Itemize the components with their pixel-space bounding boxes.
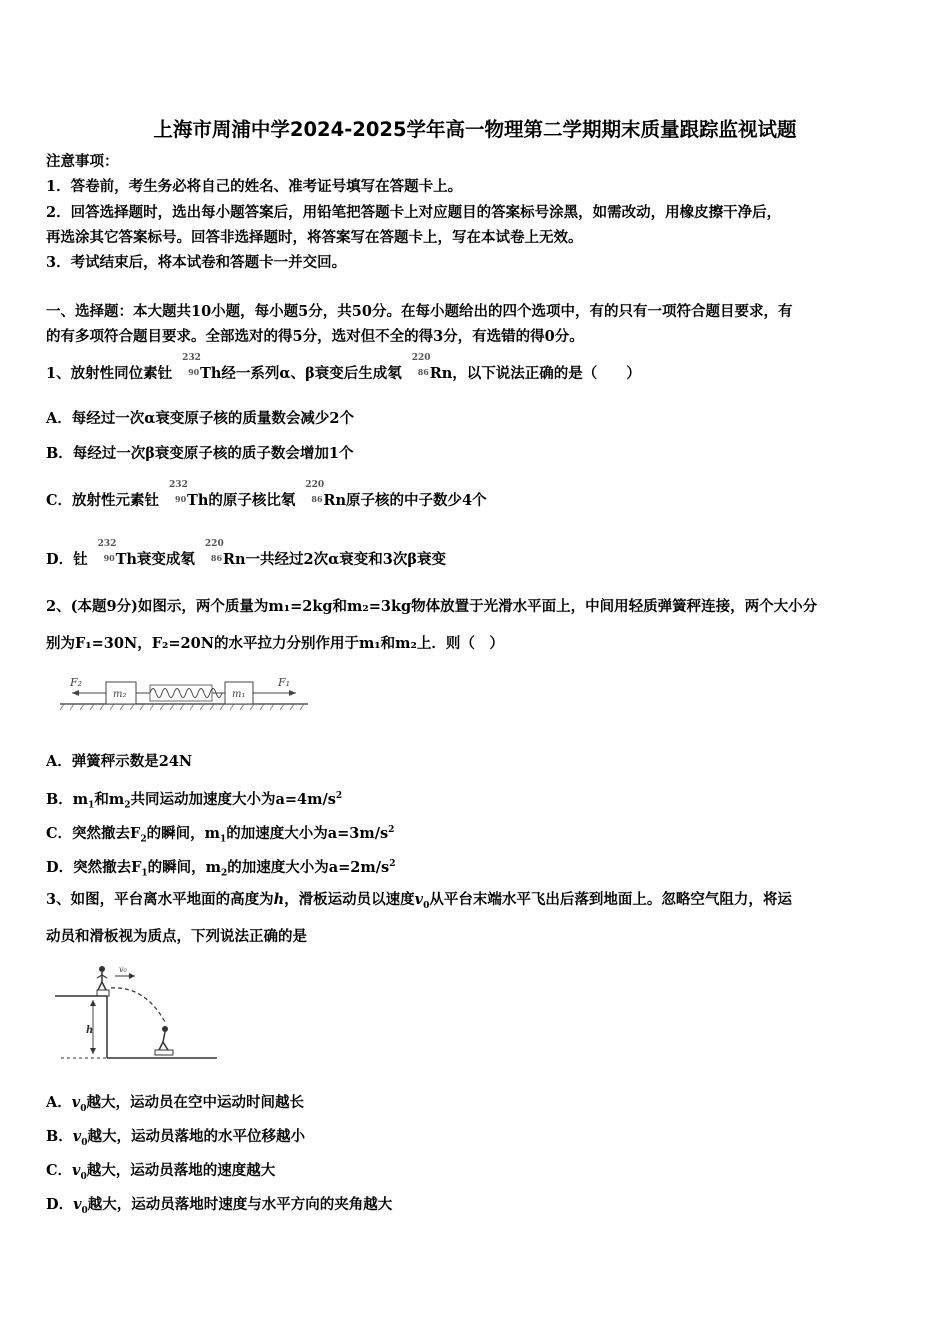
q2c-text-3: 的加速度大小为a=3m/s: [226, 824, 389, 842]
q2c-sub-f: 2: [140, 834, 147, 845]
q1-option-a: A．每经过一次α衰变原子核的质量数会减少2个: [46, 410, 354, 427]
q3c-sub: 0: [80, 1171, 87, 1182]
q2-stem-line1: 2、(本题9分)如图示，两个质量为m₁=2kg和m₂=3kg物体放置于光滑水平面上，中间用轻质弹簧秤连接，两个大小分: [46, 598, 818, 615]
q2d-sup: 2: [389, 859, 396, 869]
diagram-label-v0: v₀: [119, 965, 127, 974]
page-title: 上海市周浦中学2024-2025学年高一物理第二学期期末质量跟踪监视试题: [153, 118, 797, 141]
mass-number: 232: [97, 539, 117, 549]
q3-text-3: 从平台末端水平飞出后落到地面上。忽略空气阻力，将运: [429, 891, 792, 908]
atomic-number: 86: [311, 494, 323, 504]
q2-option-a: A．弹簧秤示数是24N: [46, 753, 193, 770]
q3a-label: A．: [46, 1094, 72, 1111]
q3-skater-diagram: [55, 962, 220, 1062]
q1-text-a: 1、放射性同位素钍: [46, 365, 173, 382]
q1-option-c-text-a: C．放射性元素钍: [46, 492, 160, 509]
q3a-text: 越大，运动员在空中运动时间越长: [86, 1094, 304, 1111]
atomic-number: 86: [417, 367, 429, 377]
mass-number: 220: [204, 539, 224, 549]
q2c-sup: 2: [388, 825, 395, 835]
q1-text-b: Th经一系列α、β衰变后生成氡: [200, 365, 402, 382]
q2b-text-1: B．m: [46, 790, 89, 808]
q1-option-d-text-b: Th衰变成氡: [115, 551, 195, 568]
diagram-label-h: h: [86, 1025, 94, 1036]
mass-number: 232: [169, 480, 188, 490]
q2-option-c: [46, 820, 394, 850]
q3-var-h: h: [273, 891, 285, 908]
q2c-text-1: C．突然撤去F: [46, 824, 141, 842]
q1-option-d-text-c: Rn一共经过2次α衰变和3次β衰变: [222, 551, 446, 568]
q1-option-c-text-b: Th的原子核比氡: [187, 492, 296, 509]
q3-option-c: [46, 1161, 275, 1187]
diagram-label-m2: m₂: [113, 689, 127, 700]
q1-option-d: [46, 539, 446, 570]
q2d-sub-f: 1: [141, 868, 148, 879]
q2-option-d: [46, 854, 395, 884]
section-intro-line2: 的有多项符合题目要求。全部选对的得5分，选对但不全的得3分，有选错的得0分。: [46, 328, 584, 345]
q2d-text-1: D．突然撤去F: [46, 858, 142, 876]
question-1-stem: [46, 353, 641, 384]
q3c-text: 越大，运动员落地的速度越大: [86, 1162, 276, 1179]
q2c-text-2: 的瞬间，m: [146, 824, 220, 842]
q3-stem-line1: [46, 890, 792, 916]
q1-option-d-text-a: D．钍: [46, 551, 88, 568]
q1c-nuclide-th: [159, 480, 188, 511]
q3-sub-0: 0: [423, 900, 430, 911]
q2-option-b: [46, 786, 342, 816]
q3b-sub: 0: [81, 1137, 88, 1148]
q3a-var: v: [71, 1094, 81, 1111]
mass-number: 232: [182, 353, 201, 363]
notice-item-2: 2．回答选择题时，选出每小题答案后，用铅笔把答题卡上对应题目的答案标号涂黑，如需改动，用橡皮擦干净后，: [46, 204, 782, 221]
q2d-sub-m: 2: [220, 868, 228, 879]
q3d-sub: 0: [81, 1205, 88, 1216]
notice-heading: 注意事项：: [46, 153, 119, 170]
q2b-sub-1: 1: [88, 800, 95, 811]
q2b-text-2: 和m: [94, 790, 125, 808]
q3-option-a: [46, 1093, 304, 1119]
diagram-label-m1: m₁: [232, 689, 246, 700]
q3b-text: 越大，运动员落地的水平位移越小: [87, 1128, 305, 1145]
q1c-nuclide-rn: [295, 480, 325, 511]
q3d-text: 越大，运动员落地时速度与水平方向的夹角越大: [87, 1196, 393, 1213]
q1-option-c-text-c: Rn原子核的中子数少4个: [323, 492, 487, 509]
atomic-number: 90: [175, 494, 187, 504]
q3-option-b: [46, 1127, 305, 1153]
q2-stem-line2: 别为F₁=30N，F₂=20N的水平拉力分别作用于m₁和m₂上．则（ ）: [46, 635, 504, 652]
q1-nuclide-th: [172, 353, 201, 384]
q1-text-c: Rn，以下说法正确的是（ ）: [429, 365, 641, 382]
q2-spring-diagram: [60, 670, 310, 712]
notice-item-2-cont: 再选涂其它答案标号。回答非选择题时，将答案写在答题卡上，写在本试卷上无效。: [46, 229, 583, 246]
q3a-sub: 0: [80, 1103, 87, 1114]
q3-text-2: ，滑板运动员以速度: [284, 891, 415, 908]
q3c-var: v: [72, 1162, 81, 1179]
q3-option-d: [46, 1195, 392, 1221]
atomic-number: 90: [188, 367, 200, 377]
q3b-label: B．: [46, 1128, 73, 1145]
atomic-number: 86: [210, 553, 223, 563]
q1-option-b: B．每经过一次β衰变原子核的质子数会增加1个: [46, 445, 354, 462]
q3c-label: C．: [46, 1162, 73, 1179]
q1d-nuclide-th: [88, 539, 117, 570]
q2b-sup: 2: [335, 791, 343, 801]
diagram-label-f1: F₁: [278, 676, 291, 689]
q3d-label: D．: [46, 1196, 74, 1213]
q3-text-1: 3、如图，平台离水平地面的高度为: [46, 891, 274, 908]
diagram-label-f2: F₂: [70, 676, 83, 689]
q2c-sub-m: 1: [219, 834, 227, 845]
q3d-var: v: [73, 1196, 82, 1213]
q2d-text-2: 的瞬间，m: [147, 858, 221, 876]
q1-option-c: [46, 480, 487, 511]
mass-number: 220: [305, 480, 325, 490]
atomic-number: 90: [103, 553, 115, 563]
q3-stem-line2: 动员和滑板视为质点，下列说法正确的是: [46, 928, 307, 945]
q2b-sub-2: 2: [124, 800, 131, 811]
section-intro-line1: 一、选择题：本大题共10小题，每小题5分，共50分。在每小题给出的四个选项中，有的只有一项符合题目要求，有: [46, 303, 793, 320]
mass-number: 220: [411, 353, 431, 363]
q1d-nuclide-rn: [195, 539, 224, 570]
notice-item-1: 1．答卷前，考生务必将自己的姓名、准考证号填写在答题卡上。: [46, 178, 463, 195]
q3b-var: v: [72, 1128, 82, 1145]
q2d-text-3: 的加速度大小为a=2m/s: [227, 858, 390, 876]
notice-item-3: 3．考试结束后，将本试卷和答题卡一并交回。: [46, 254, 347, 271]
q1-nuclide-rn: [402, 353, 431, 384]
q3-var-v: v: [414, 891, 424, 908]
q2b-text-3: 共同运动加速度大小为a=4m/s: [130, 790, 336, 808]
